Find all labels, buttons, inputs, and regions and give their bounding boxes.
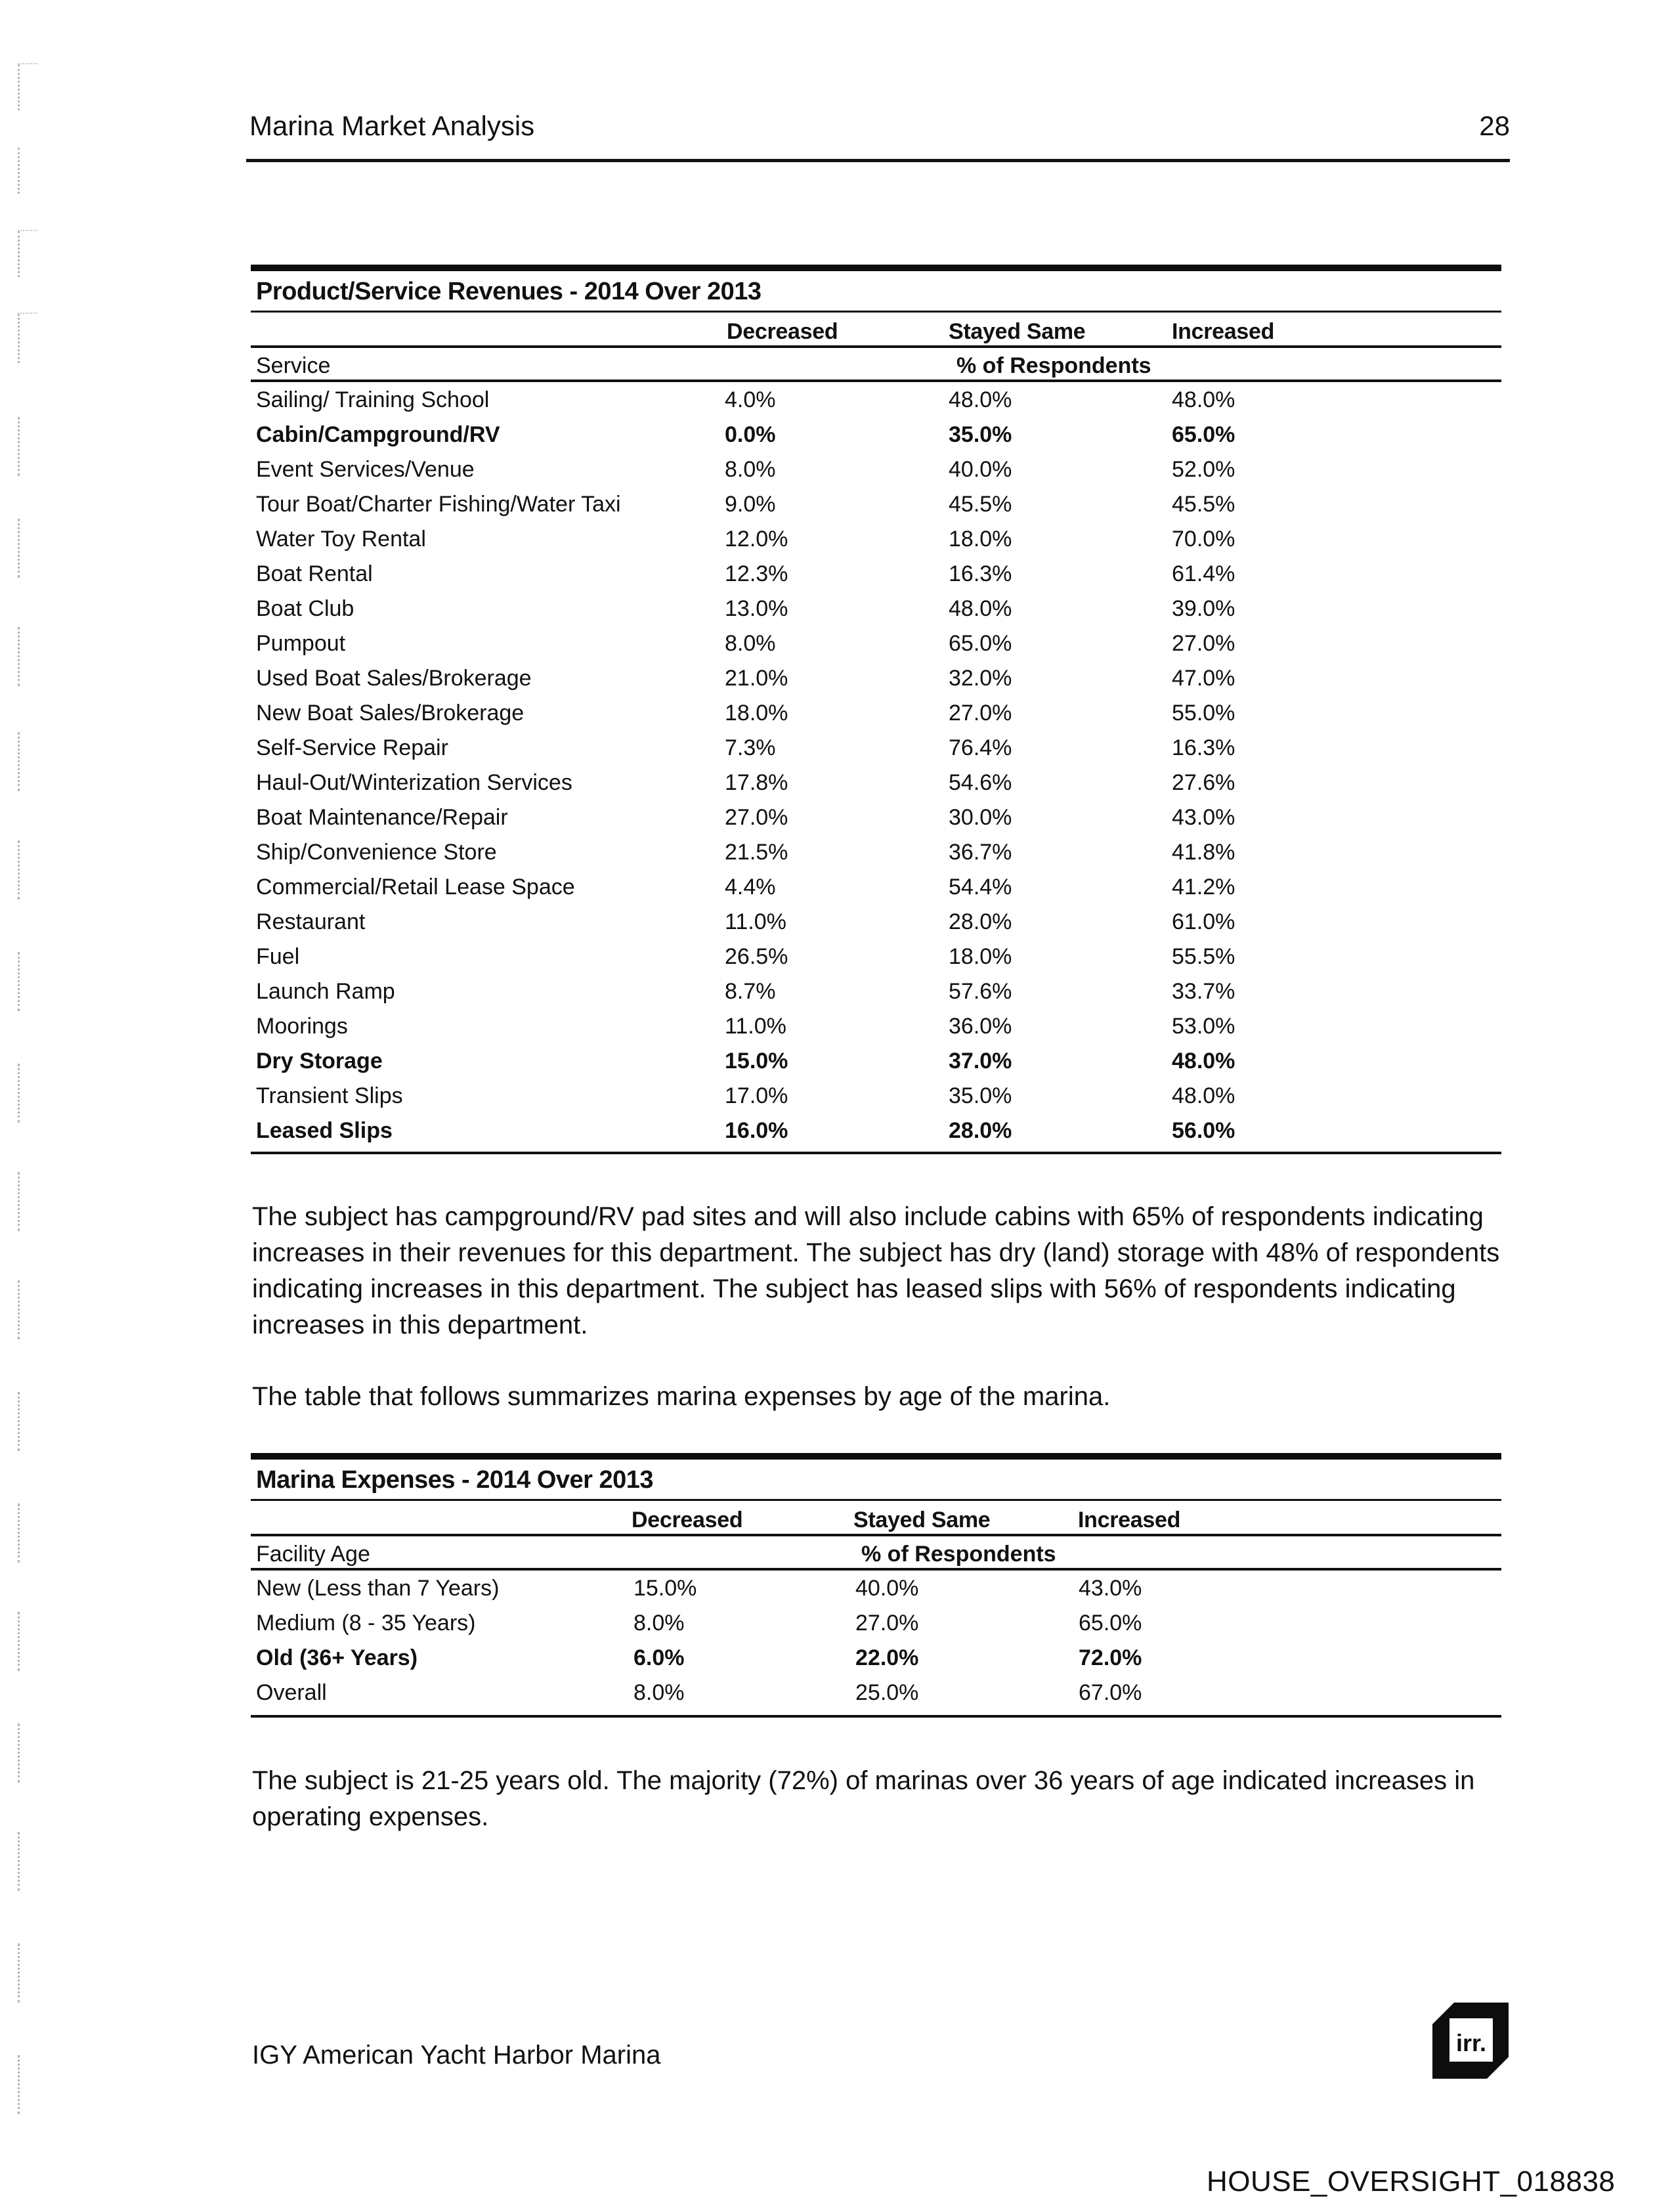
scan-margin-mark xyxy=(18,1612,26,1671)
table-top-bar xyxy=(251,265,1501,271)
scan-margin-mark xyxy=(18,314,26,363)
table-rule xyxy=(251,1534,1501,1536)
cell-stayed-same: 22.0% xyxy=(855,1645,919,1670)
table-row xyxy=(251,666,1501,701)
svg-text:irr.: irr. xyxy=(1455,2029,1487,2056)
scan-margin-mark xyxy=(18,519,26,578)
cell-increased: 27.6% xyxy=(1172,770,1235,795)
row-label: Used Boat Sales/Brokerage xyxy=(256,666,532,691)
cell-decreased: 8.0% xyxy=(725,631,776,656)
cell-stayed-same: 40.0% xyxy=(855,1576,919,1601)
cell-decreased: 0.0% xyxy=(725,422,776,447)
table-title: Marina Expenses - 2014 Over 2013 xyxy=(256,1466,654,1494)
cell-increased: 61.0% xyxy=(1172,909,1235,934)
cell-stayed-same: 35.0% xyxy=(949,422,1012,447)
row-label: New (Less than 7 Years) xyxy=(256,1576,500,1601)
cell-stayed-same: 35.0% xyxy=(949,1083,1012,1108)
cell-increased: 55.5% xyxy=(1172,944,1235,969)
column-header-increased: Increased xyxy=(1078,1507,1181,1532)
table-rule xyxy=(251,311,1501,313)
header-divider xyxy=(246,159,1510,162)
row-label: Tour Boat/Charter Fishing/Water Taxi xyxy=(256,492,621,517)
cell-increased: 39.0% xyxy=(1172,596,1235,621)
cell-stayed-same: 48.0% xyxy=(949,387,1012,412)
table-rule xyxy=(251,1499,1501,1501)
table-row xyxy=(251,422,1501,457)
column-header-stayed-same: Stayed Same xyxy=(949,319,1086,344)
cell-decreased: 21.5% xyxy=(725,840,788,865)
page-number: 28 xyxy=(1479,110,1510,141)
scan-margin-mark xyxy=(18,627,26,686)
column-header-stayed-same: Stayed Same xyxy=(853,1507,991,1532)
scan-margin-mark xyxy=(18,231,26,277)
scan-margin-mark xyxy=(18,1504,26,1563)
table-row xyxy=(251,1014,1501,1049)
row-label: Boat Rental xyxy=(256,561,373,586)
cell-increased: 43.0% xyxy=(1172,805,1235,830)
document-title: Marina Market Analysis xyxy=(249,110,535,141)
table-row xyxy=(251,1049,1501,1083)
cell-increased: 55.0% xyxy=(1172,701,1235,726)
cell-increased: 65.0% xyxy=(1079,1611,1142,1636)
table-row xyxy=(251,561,1501,596)
cell-decreased: 26.5% xyxy=(725,944,788,969)
cell-increased: 16.3% xyxy=(1172,735,1235,760)
cell-stayed-same: 36.0% xyxy=(949,1014,1012,1039)
unit-label: % of Respondents xyxy=(956,353,1151,378)
cell-decreased: 13.0% xyxy=(725,596,788,621)
row-label: Pumpout xyxy=(256,631,346,656)
row-label: Boat Club xyxy=(256,596,354,621)
table-title: Product/Service Revenues - 2014 Over 2013 xyxy=(256,278,762,305)
column-header-increased: Increased xyxy=(1172,319,1275,344)
cell-decreased: 12.3% xyxy=(725,561,788,586)
table-bottom-rule xyxy=(251,1152,1501,1154)
scan-margin-mark xyxy=(18,1172,26,1231)
column-header-decreased: Decreased xyxy=(727,319,838,344)
cell-stayed-same: 27.0% xyxy=(949,701,1012,726)
cell-increased: 56.0% xyxy=(1172,1118,1235,1143)
row-label: Haul-Out/Winterization Services xyxy=(256,770,572,795)
cell-decreased: 8.7% xyxy=(725,979,776,1004)
cell-decreased: 12.0% xyxy=(725,527,788,552)
row-label: Ship/Convenience Store xyxy=(256,840,497,865)
cell-increased: 65.0% xyxy=(1172,422,1235,447)
revenues-table xyxy=(251,265,1501,1158)
table-row xyxy=(251,1576,1501,1611)
cell-decreased: 4.4% xyxy=(725,875,776,900)
table-row xyxy=(251,735,1501,770)
table-row xyxy=(251,1083,1501,1118)
cell-stayed-same: 76.4% xyxy=(949,735,1012,760)
cell-stayed-same: 54.4% xyxy=(949,875,1012,900)
table-row xyxy=(251,701,1501,735)
table-row xyxy=(251,805,1501,840)
table-row xyxy=(251,944,1501,979)
cell-decreased: 8.0% xyxy=(633,1611,685,1636)
cell-stayed-same: 18.0% xyxy=(949,944,1012,969)
cell-stayed-same: 16.3% xyxy=(949,561,1012,586)
cell-decreased: 15.0% xyxy=(725,1049,788,1073)
row-label: New Boat Sales/Brokerage xyxy=(256,701,525,726)
row-label: Fuel xyxy=(256,944,300,969)
cell-stayed-same: 45.5% xyxy=(949,492,1012,517)
cell-decreased: 27.0% xyxy=(725,805,788,830)
row-label: Commercial/Retail Lease Space xyxy=(256,875,575,900)
cell-increased: 48.0% xyxy=(1172,1083,1235,1108)
scan-margin-mark xyxy=(18,732,26,791)
row-label: Launch Ramp xyxy=(256,979,395,1004)
row-label: Overall xyxy=(256,1680,327,1705)
irr-logo-icon xyxy=(1431,2001,1510,2080)
cell-stayed-same: 48.0% xyxy=(949,596,1012,621)
row-header-label: Service xyxy=(256,353,331,378)
cell-decreased: 8.0% xyxy=(725,457,776,482)
table-row xyxy=(251,909,1501,944)
cell-decreased: 6.0% xyxy=(633,1645,685,1670)
cell-increased: 48.0% xyxy=(1172,1049,1235,1073)
cell-increased: 52.0% xyxy=(1172,457,1235,482)
table-rule xyxy=(251,345,1501,348)
scan-margin-mark xyxy=(18,148,26,194)
cell-stayed-same: 27.0% xyxy=(855,1611,919,1636)
row-label: Water Toy Rental xyxy=(256,527,426,552)
cell-decreased: 18.0% xyxy=(725,701,788,726)
table-row xyxy=(251,596,1501,631)
footer-property-name: IGY American Yacht Harbor Marina xyxy=(252,2041,661,2070)
cell-decreased: 9.0% xyxy=(725,492,776,517)
cell-stayed-same: 40.0% xyxy=(949,457,1012,482)
cell-stayed-same: 25.0% xyxy=(855,1680,919,1705)
scan-margin-mark xyxy=(18,2055,26,2114)
expenses-table xyxy=(251,1453,1501,1722)
cell-increased: 48.0% xyxy=(1172,387,1235,412)
table-row xyxy=(251,770,1501,805)
cell-decreased: 8.0% xyxy=(633,1680,685,1705)
cell-stayed-same: 36.7% xyxy=(949,840,1012,865)
row-label: Transient Slips xyxy=(256,1083,403,1108)
cell-increased: 47.0% xyxy=(1172,666,1235,691)
scan-margin-mark xyxy=(18,64,26,110)
cell-increased: 61.4% xyxy=(1172,561,1235,586)
table-row xyxy=(251,1118,1501,1153)
cell-increased: 45.5% xyxy=(1172,492,1235,517)
cell-increased: 70.0% xyxy=(1172,527,1235,552)
table-row xyxy=(251,387,1501,422)
cell-stayed-same: 54.6% xyxy=(949,770,1012,795)
scan-margin-mark xyxy=(18,840,26,900)
table-row xyxy=(251,527,1501,561)
cell-increased: 67.0% xyxy=(1079,1680,1142,1705)
table-rule xyxy=(251,380,1501,382)
scan-margin-mark xyxy=(18,417,26,476)
row-header-label: Facility Age xyxy=(256,1542,370,1567)
table-rule xyxy=(251,1568,1501,1571)
row-label: Restaurant xyxy=(256,909,366,934)
cell-decreased: 15.0% xyxy=(633,1576,697,1601)
scan-margin-mark xyxy=(18,1064,26,1123)
table-row xyxy=(251,875,1501,909)
unit-label: % of Respondents xyxy=(861,1542,1056,1567)
cell-increased: 53.0% xyxy=(1172,1014,1235,1039)
body-paragraph: The subject has campground/RV pad sites and will also include cabins with 65% of respondents indicating increases in their revenues for this department. The subject has dry (land) storage with 48% of respondents indicating increases in this department. The subject has leased slips with 56% of respondents indicating increases in this department. xyxy=(252,1202,1500,1339)
table-row xyxy=(251,1611,1501,1645)
table-row xyxy=(251,979,1501,1014)
page-header xyxy=(249,110,1510,150)
row-label: Dry Storage xyxy=(256,1049,383,1073)
table-row xyxy=(251,840,1501,875)
table-top-bar xyxy=(251,1453,1501,1460)
cell-stayed-same: 37.0% xyxy=(949,1049,1012,1073)
column-header-decreased: Decreased xyxy=(632,1507,743,1532)
row-label: Cabin/Campground/RV xyxy=(256,422,500,447)
scan-margin-mark xyxy=(18,1724,26,1783)
scan-margin-mark xyxy=(18,1280,26,1339)
table-row xyxy=(251,457,1501,492)
row-label: Moorings xyxy=(256,1014,348,1039)
body-paragraph: The table that follows summarizes marina expenses by age of the marina. xyxy=(252,1382,1111,1411)
table-row xyxy=(251,492,1501,527)
cell-decreased: 21.0% xyxy=(725,666,788,691)
scan-margin-mark xyxy=(18,1943,26,2003)
row-label: Boat Maintenance/Repair xyxy=(256,805,508,830)
cell-increased: 33.7% xyxy=(1172,979,1235,1004)
scan-margin-mark xyxy=(18,952,26,1011)
cell-decreased: 11.0% xyxy=(725,909,786,934)
cell-stayed-same: 30.0% xyxy=(949,805,1012,830)
cell-stayed-same: 65.0% xyxy=(949,631,1012,656)
table-row xyxy=(251,631,1501,666)
cell-stayed-same: 18.0% xyxy=(949,527,1012,552)
table-row xyxy=(251,1645,1501,1680)
cell-increased: 43.0% xyxy=(1079,1576,1142,1601)
cell-increased: 72.0% xyxy=(1079,1645,1142,1670)
cell-decreased: 4.0% xyxy=(725,387,776,412)
scan-margin-mark xyxy=(18,1392,26,1451)
cell-stayed-same: 32.0% xyxy=(949,666,1012,691)
table-row xyxy=(251,1680,1501,1715)
row-label: Self-Service Repair xyxy=(256,735,448,760)
bates-number: HOUSE_OVERSIGHT_018838 xyxy=(1207,2165,1616,2198)
body-paragraph: The subject is 21-25 years old. The majority (72%) of marinas over 36 years of age indicated increases in operating expenses. xyxy=(252,1766,1475,1831)
cell-decreased: 7.3% xyxy=(725,735,776,760)
row-label: Medium (8 - 35 Years) xyxy=(256,1611,476,1636)
cell-stayed-same: 28.0% xyxy=(949,909,1012,934)
scan-margin-mark xyxy=(18,1832,26,1891)
table-bottom-rule xyxy=(251,1715,1501,1718)
cell-stayed-same: 57.6% xyxy=(949,979,1012,1004)
row-label: Event Services/Venue xyxy=(256,457,475,482)
cell-increased: 41.2% xyxy=(1172,875,1235,900)
row-label: Sailing/ Training School xyxy=(256,387,490,412)
row-label: Old (36+ Years) xyxy=(256,1645,418,1670)
cell-increased: 27.0% xyxy=(1172,631,1235,656)
cell-decreased: 16.0% xyxy=(725,1118,788,1143)
cell-decreased: 17.8% xyxy=(725,770,788,795)
cell-stayed-same: 28.0% xyxy=(949,1118,1012,1143)
cell-increased: 41.8% xyxy=(1172,840,1235,865)
cell-decreased: 17.0% xyxy=(725,1083,788,1108)
row-label: Leased Slips xyxy=(256,1118,393,1143)
cell-decreased: 11.0% xyxy=(725,1014,786,1039)
